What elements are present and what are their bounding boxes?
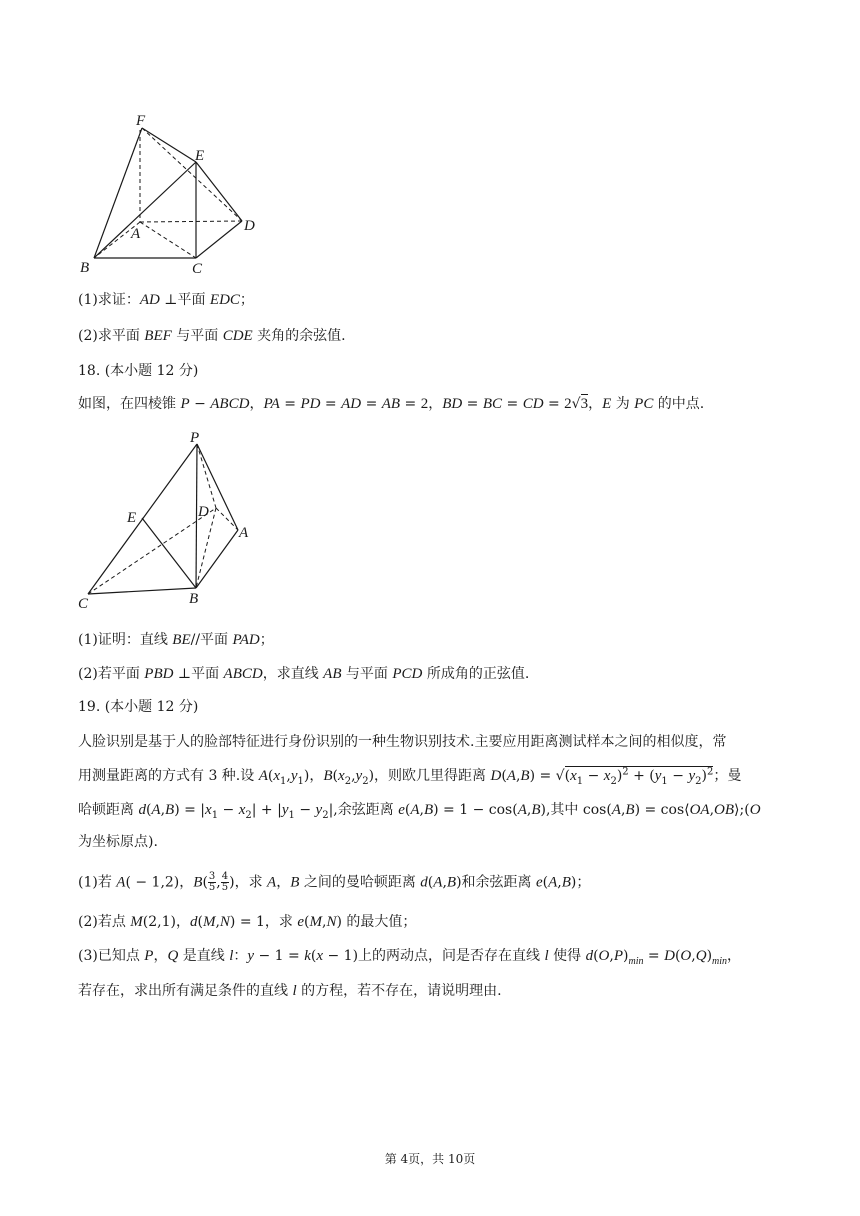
q19-line3: 哈顿距离 $d(A,B) = |x_1 - x_2| + |y_1 - y_2|$,余弦距离 e(A,B) = 1 − cos(A,B),其中 cos(A,B) = cos⟨OA,OB⟩;(O (78, 802, 761, 821)
figure-1-polyhedron (76, 108, 276, 280)
label-e: E (195, 148, 205, 164)
label-b: B (80, 260, 90, 276)
q19-header: 19. (本小题 12 分) (78, 699, 199, 715)
q19-part1: (1)若 A( − 1,2)，B( $\frac{3}{5}$ , $\frac{4}{5}$ )，求 A，B 之间的曼哈顿距离 d(A,B)和余弦距离 e(A,B)； (78, 871, 591, 893)
label-b2: B (189, 591, 199, 607)
label-d2: D (198, 504, 209, 520)
q17-part1: (1)求证：AD ⊥平面 EDC； (78, 292, 254, 308)
q19-line4: 为坐标原点). (78, 834, 158, 850)
label-f: F (136, 113, 146, 129)
label-a: A (131, 226, 141, 242)
page-footer: 第 4页，共 10页 (384, 1152, 476, 1166)
label-p: P (190, 430, 200, 446)
q19-part3-cont: 若存在，求出所有满足条件的直线 l 的方程，若不存在，请说明理由. (78, 983, 502, 999)
label-d: D (244, 218, 255, 234)
figure-2-pyramid (76, 428, 266, 618)
label-e2: E (127, 510, 137, 526)
q19-line2: 用测量距离的方式有 3 种.设 $A(x_1,y_1)$，$B(x_2,y_2)$，则欧几里得距离 $D(A,B) = √(x_1 - x_2)^2 + (y_1 - y_2)^2$；曼 (78, 766, 742, 787)
q18-part1: (1)证明：直线 BE//平面 PAD； (78, 632, 274, 648)
q18-intro: 如图，在四棱锥 P − ABCD，PA = PD = AD = AB = 2，BD = BC = CD = 2√3，E 为 PC 的中点. (78, 396, 705, 412)
label-a2: A (239, 525, 249, 541)
label-c: C (192, 261, 203, 277)
q19-part3: (3)已知点 P，Q 是直线 l：y − 1 = k(x − 1)上的两动点，问是否存在直线 l 使得 $d(O,P)_{min} = D(O,Q)_{min}$， (78, 948, 742, 967)
q19-line1: 人脸识别是基于人的脸部特征进行身份识别的一种生物识别技术.主要应用距离测试样本之间的相似度，常 (78, 734, 727, 750)
q18-header: 18. (本小题 12 分) (78, 363, 199, 379)
q18-part2: (2)若平面 PBD ⊥平面 ABCD，求直线 AB 与平面 PCD 所成角的正弦值. (78, 666, 530, 682)
q17-part2: (2)求平面 BEF 与平面 CDE 夹角的余弦值. (78, 328, 346, 344)
label-c2: C (78, 596, 89, 612)
q19-part2: (2)若点 M(2,1)，d(M,N) = 1，求 e(M,N) 的最大值； (78, 914, 417, 930)
